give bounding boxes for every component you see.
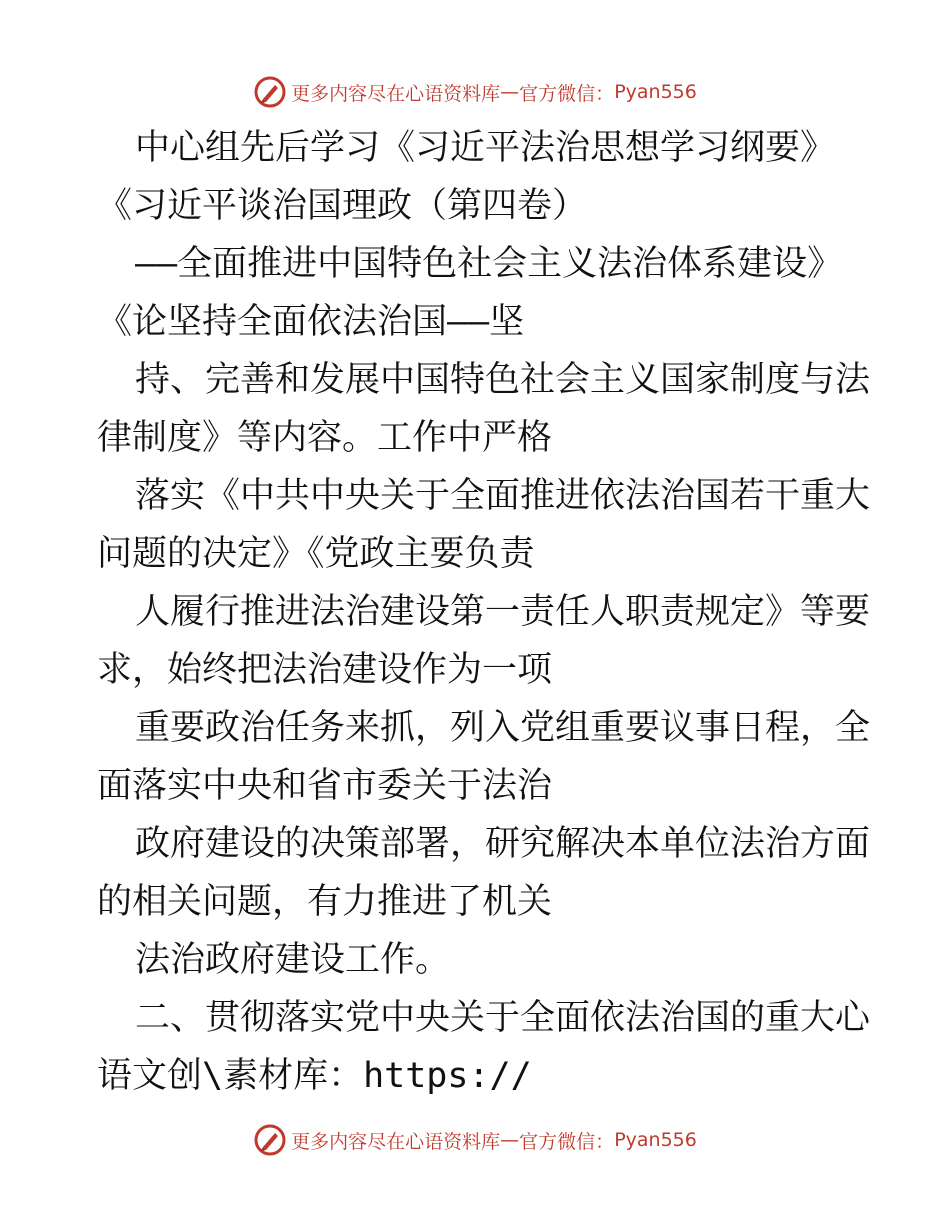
text-line: 法治政府建设工作。 [135, 940, 451, 980]
footer-separator: — [500, 1129, 520, 1151]
footer-brand-text: 更多内容尽在心语资料库 [291, 1130, 501, 1153]
text-line: 人履行推进法治建设第一责任人职责规定》等要 [135, 592, 871, 632]
text-line: 语文创\素材库：https:// [97, 1056, 532, 1096]
header-wechat-id: Pyan556 [614, 81, 697, 103]
text-line: 《习近平谈治国理政（第四卷） [97, 186, 588, 226]
text-line: 求，始终把法治建设作为一项 [97, 650, 553, 690]
pen-nib-circle-icon [253, 75, 287, 109]
text-line: 重要政治任务来抓，列入党组重要议事日程，全 [135, 708, 871, 748]
header-brand-text: 更多内容尽在心语资料库 [291, 82, 501, 105]
pen-nib-circle-icon [253, 1123, 287, 1157]
text-line: 的相关问题，有力推进了机关 [97, 882, 553, 922]
text-line: 落实《中共中央关于全面推进依法治国若干重大 [135, 476, 871, 516]
text-line: 政府建设的决策部署，研究解决本单位法治方面 [135, 824, 871, 864]
footer-banner [0, 1120, 950, 1160]
text-line: 中心组先后学习《习近平法治思想学习纲要》 [135, 128, 836, 168]
header-wechat-label: 官方微信： [519, 82, 615, 105]
text-line: 面落实中央和省市委关于法治 [97, 766, 553, 806]
footer-wechat-id: Pyan556 [614, 1129, 697, 1151]
text-line: ——全面推进中国特色社会主义法治体系建设》 [135, 244, 843, 284]
footer-wechat-label: 官方微信： [519, 1130, 615, 1153]
header-banner [0, 72, 950, 112]
text-line: 问题的决定》《党政主要负责 [97, 534, 535, 574]
header-separator: — [500, 81, 520, 103]
text-line: 二、贯彻落实党中央关于全面依法治国的重大心 [135, 998, 871, 1038]
text-line: 律制度》等内容。工作中严格 [97, 418, 553, 458]
text-line: 持、完善和发展中国特色社会主义国家制度与法 [135, 360, 871, 400]
text-line: 《论坚持全面依法治国——坚 [97, 302, 525, 342]
